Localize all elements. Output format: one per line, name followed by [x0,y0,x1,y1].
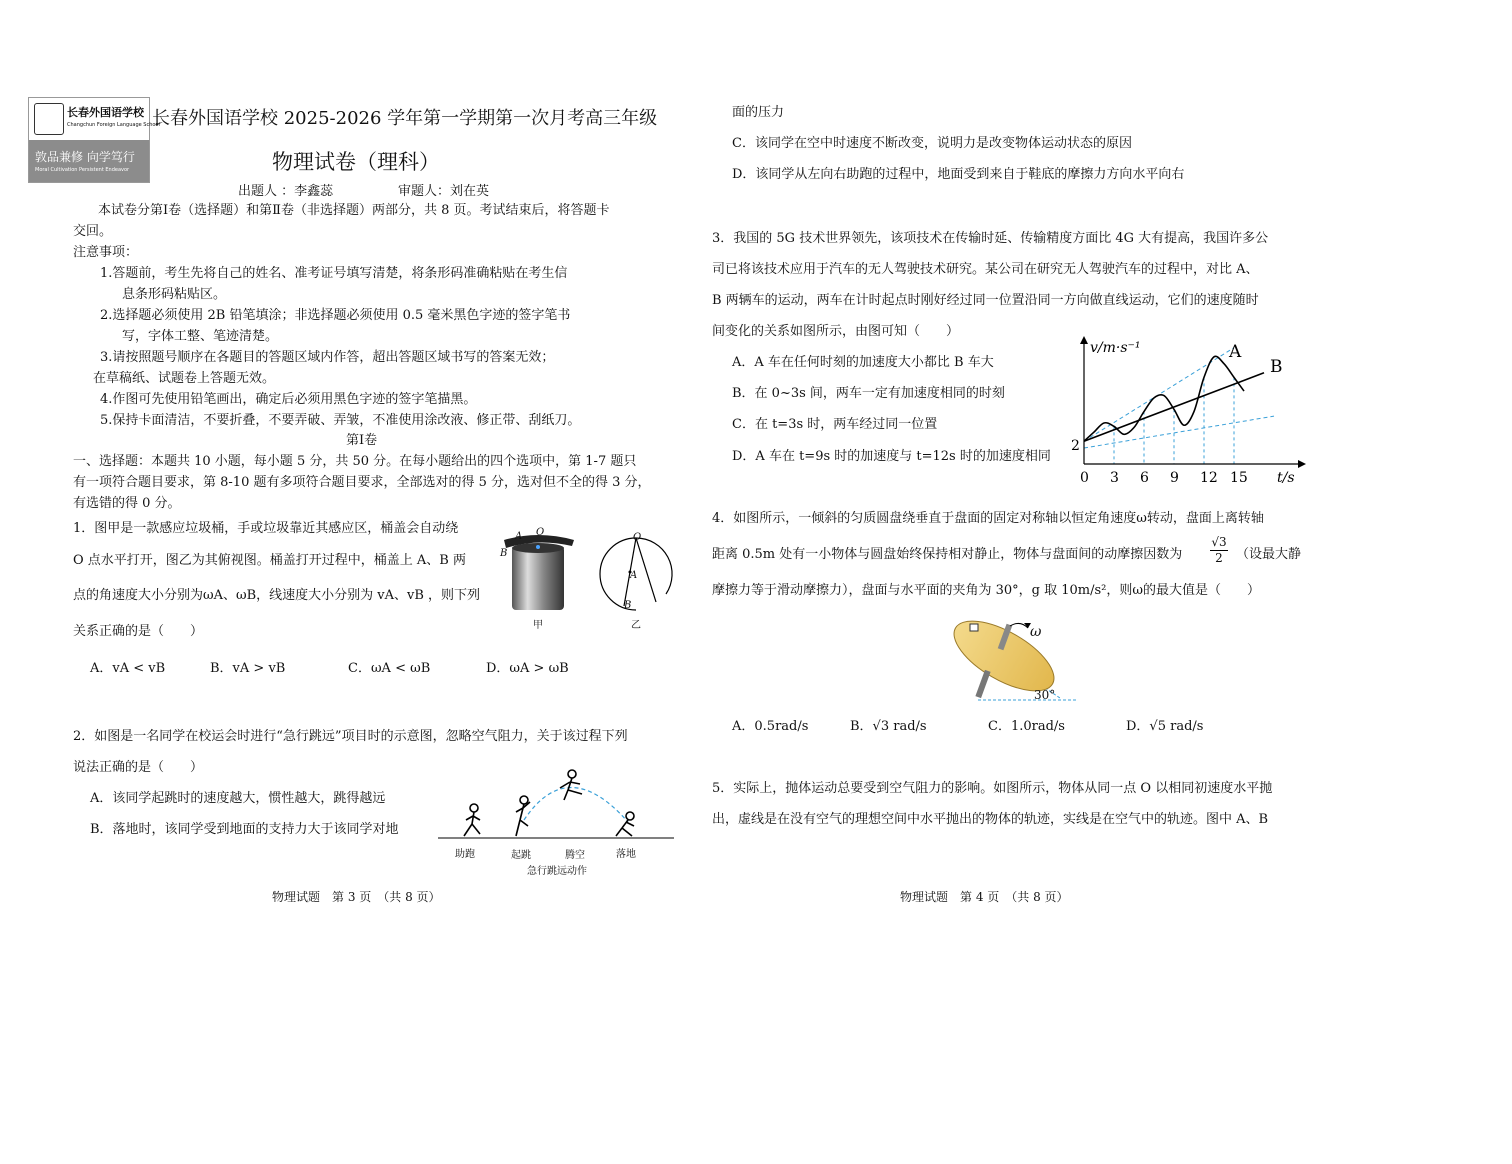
q2-option-a: A．该同学起跳时的速度越大，惯性越大，跳得越远 [90,791,386,806]
fraction-numerator: √3 [1211,535,1227,549]
q1-fig2-label-b: B [624,600,632,611]
q1-fig2-label-a: A [630,570,638,581]
notice-3a: 3.请按照题号顺序在各题目的答题区域内作答，超出答题区域书写的答案无效； [100,350,555,365]
y-axis-label: v/m·s⁻¹ [1090,340,1141,356]
seal-icon [34,103,64,135]
long-jump-figure [438,764,678,844]
intro-line2: 交回。 [73,224,113,239]
q5-line1: 5．实际上，抛体运动总要受到空气阻力的影响。如图所示，物体从同一点 O 以相同初速度水平抛 [712,781,1273,796]
series-b-line [1084,373,1264,441]
trash-can-figure [498,526,580,616]
section-desc-3: 有选错的得 0 分。 [73,496,181,511]
q1-fig-label-a: A [515,531,523,542]
q2-fig-land: 落地 [616,849,636,860]
q2-line1: 2．如图是一名同学在校运会时进行“急行跳远”项目时的示意图，忽略空气阻力，关于该过程下列 [73,729,628,744]
q1-line3: 点的角速度大小分别为ωA、ωB，线速度大小分别为 vA、vB ，则下列 [73,588,481,603]
q2-option-d: D．该同学从左向右助跑的过程中，地面受到来自于鞋底的摩擦力方向水平向右 [732,167,1185,182]
q1-line1: 1．图甲是一款感应垃圾桶，手或垃圾靠近其感应区，桶盖会自动绕 [73,521,459,536]
section-title: 第Ⅰ卷 [346,433,378,448]
notice-4: 4.作图可先使用铅笔画出，确定后必须用黑色字迹的签字笔描黑。 [100,392,477,407]
y-axis-arrow-icon [1080,336,1088,344]
q1-fig-jia: 甲 [533,620,543,631]
q1-line4: 关系正确的是（ ） [73,624,204,639]
notice-title: 注意事项： [73,245,139,260]
notice-1b: 息条形码粘贴区。 [122,287,227,302]
q2-fig-jump: 起跳 [511,850,531,861]
notice-2a: 2.选择题必须使用 2B 铅笔填涂；非选择题必须使用 0.5 毫米黑色字迹的签字笔书 [100,308,571,323]
school-logo [28,97,160,183]
footer-page-3: 物理试题 第 3 页 （共 8 页） [272,890,441,904]
logo-motto-english: Moral Cultivation Persistent Endeavor [35,167,130,173]
q1-option-b: B．vA > vB [210,661,286,676]
q2-fig-air: 腾空 [565,850,585,861]
notice-2b: 写，字体工整、笔迹清楚。 [122,329,279,344]
q1-line2: O 点水平打开，图乙为其俯视图。桶盖打开过程中，桶盖上 A、B 两 [73,553,466,568]
q4-fig-angle: 30° [1034,688,1056,702]
q4-fig-omega: ω [1030,624,1042,640]
reviewer: 审题人：刘在英 [398,184,490,199]
school-line: 长春外国语学校 2025-2026 学年第一学期第一次月考高三年级 [152,108,658,129]
section-desc-2: 有一项符合题目要求，第 8-10 题有多项符合题目要求，全部选对的得 5 分，选对但不全的得 3 分， [73,475,651,490]
q4-line1: 4．如图所示，一倾斜的匀质圆盘绕垂直于盘面的固定对称轴以恒定角速度ω转动，盘面上离转轴 [712,511,1264,526]
x-tick-6: 6 [1140,470,1149,486]
q1-fig-label-o: O [536,527,545,538]
q3-option-d: D．A 车在 t=9s 时的加速度与 t=12s 时的加速度相同 [732,449,1051,464]
q4-option-d: D．√5 rad/s [1126,719,1204,734]
q4-option-a: A．0.5rad/s [732,719,809,734]
q3-option-b: B．在 0~3s 间，两车一定有加速度相同的时刻 [732,386,1005,401]
q2-option-b: B．落地时，该同学受到地面的支持力大于该同学对地 [90,822,399,837]
logo-english: Changchun Foreign Language School [67,122,160,128]
x-tick-3: 3 [1110,470,1119,486]
velocity-time-chart [1060,330,1310,490]
series-a-label: A [1229,342,1242,363]
x-axis-arrow-icon [1298,460,1306,468]
q4-option-c: C．1.0rad/s [988,719,1065,734]
q2-option-b-cont: 面的压力 [732,105,785,120]
q1-fig-label-b: B [500,548,508,559]
q3-option-c: C．在 t=3s 时，两车经过同一位置 [732,417,938,432]
x-tick-9: 9 [1170,470,1179,486]
intro-line1: 本试卷分第Ⅰ卷（选择题）和第Ⅱ卷（非选择题）两部分，共 8 页。考试结束后，将答题卡 [98,203,610,218]
q3-option-a: A．A 车在任何时刻的加速度大小都比 B 车大 [732,355,994,370]
notice-1a: 1.答题前，考生先将自己的姓名、准考证号填写清楚，将条形码准确粘贴在考生信 [100,266,568,281]
exam-title: 物理试卷（理科） [272,150,440,174]
author: 出题人 ：李鑫蕊 [238,184,334,199]
friction-fraction [1210,535,1228,566]
x-tick-12: 12 [1200,470,1218,486]
q1-option-a: A．vA < vB [90,661,166,676]
q1-option-d: D．ωA > ωB [486,661,569,676]
x-tick-15: 15 [1230,470,1248,486]
inclined-disk-figure [940,610,1080,706]
q3-line4: 间变化的关系如图所示，由图可知（ ） [712,324,960,339]
notice-3b: 在草稿纸、试题卷上答题无效。 [93,371,276,386]
q2-fig-caption: 急行跳远动作 [527,866,587,877]
x-tick-0: 0 [1080,470,1089,486]
q2-fig-run: 助跑 [455,849,475,860]
y-tick-label: 2 [1071,438,1080,454]
logo-name: 长春外国语学校 [67,106,144,119]
notice-5: 5.保持卡面清洁，不要折叠，不要弄破、弄皱，不准使用涂改液、修正带、刮纸刀。 [100,413,581,428]
q3-line1: 3．我国的 5G 技术世界领先，该项技术在传输时延、传输精度方面比 4G 大有提高，我国许多公 [712,231,1269,246]
q2-line2: 说法正确的是（ ） [73,760,204,775]
section-desc-1: 一、选择题：本题共 10 小题，每小题 5 分，共 50 分。在每小题给出的四个选项中，第 1-7 题只 [73,454,637,469]
lower-envelope-line [1084,416,1274,448]
footer-page-4: 物理试题 第 4 页 （共 8 页） [900,890,1069,904]
q4-line2a: 距离 0.5m 处有一小物体与圆盘始终保持相对静止，物体与盘面间的动摩擦因数为 [712,547,1183,562]
logo-motto: 敦品兼修 向学笃行 [35,150,135,164]
fraction-denominator: 2 [1215,551,1223,565]
x-axis-label: t/s [1277,470,1295,486]
q2-option-c: C．该同学在空中时速度不断改变，说明力是改变物体运动状态的原因 [732,136,1132,151]
q1-option-c: C．ωA < ωB [348,661,431,676]
q4-option-b: B．√3 rad/s [850,719,927,734]
q1-fig-yi: 乙 [631,620,641,631]
q4-line2b: （设最大静 [1236,547,1302,562]
q4-line3: 摩擦力等于滑动摩擦力），盘面与水平面的夹角为 30°，g 取 10m/s²，则ω的最大值是（ ） [712,583,1260,598]
q5-line2: 出，虚线是在没有空气的理想空间中水平抛出的物体的轨迹，实线是在空气中的轨迹。图中 A、B [712,812,1269,827]
q3-line2: 司已将该技术应用于汽车的无人驾驶技术研究。某公司在研究无人驾驶汽车的过程中，对比 A、 [712,262,1259,277]
q1-fig2-label-o: O [633,532,642,543]
series-b-label: B [1270,356,1283,377]
series-a-curve [1084,356,1244,441]
q3-line3: B 两辆车的运动，两车在计时起点时刚好经过同一位置沿同一方向做直线运动，它们的速度随时 [712,293,1259,308]
